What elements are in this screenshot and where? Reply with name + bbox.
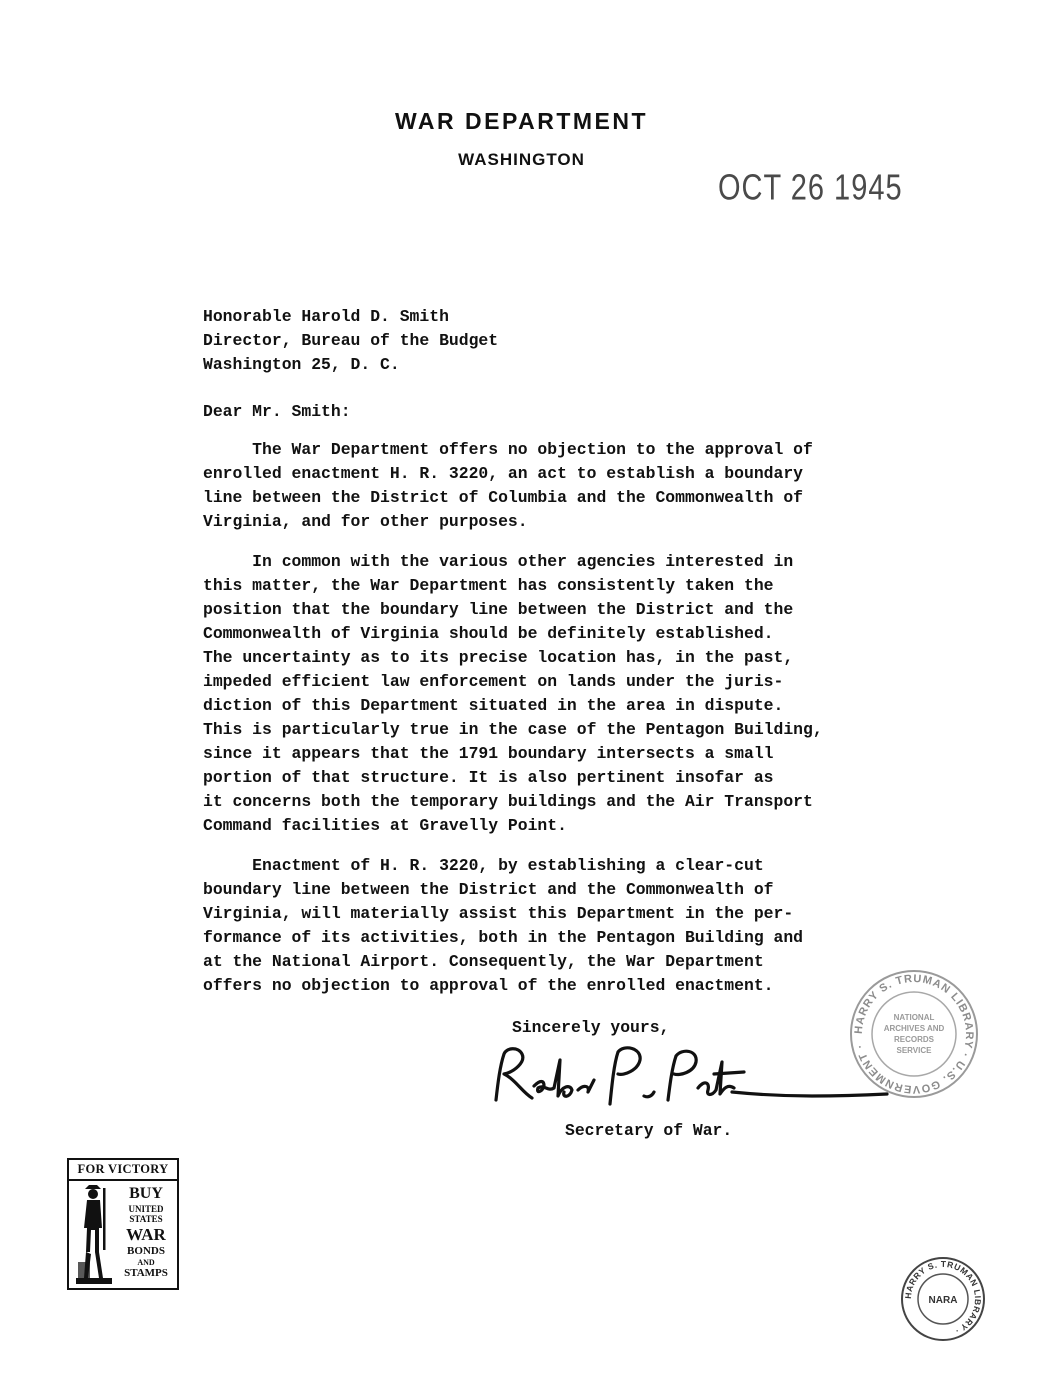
recipient-line: Director, Bureau of the Budget (203, 331, 499, 350)
body-line: it concerns both the temporary buildings and the Air Transport (203, 792, 813, 811)
body-line: Commonwealth of Virginia should be definitely established. (203, 624, 774, 643)
body-line: This is particularly true in the case of the Pentagon Building, (203, 720, 823, 739)
minuteman-icon (73, 1182, 115, 1286)
seal-center-text: RECORDS (893, 1035, 935, 1044)
body-line: Enactment of H. R. 3220, by establishing a clear-cut (203, 856, 764, 875)
letterhead-city: WASHINGTON (458, 150, 585, 169)
body-line: The uncertainty as to its precise location has, in the past, (203, 648, 794, 667)
body-line: formance of its activities, both in the Pentagon Building and (203, 928, 803, 947)
signature-image (482, 1040, 892, 1110)
body-line: Command facilities at Gravelly Point. (203, 816, 567, 835)
body-line: offers no objection to approval of the enrolled enactment. (203, 976, 774, 995)
poster-title: FOR VICTORY (77, 1162, 169, 1176)
poster-word: STATES (129, 1214, 163, 1224)
stamp-center-text: NARA (928, 1295, 958, 1306)
poster-word: AND (137, 1258, 155, 1267)
received-date-stamp: OCT 26 1945 (718, 168, 903, 208)
recipient-line: Washington 25, D. C. (203, 355, 400, 374)
poster-word: WAR (126, 1225, 166, 1244)
poster-divider (69, 1179, 177, 1181)
body-line: at the National Airport. Consequently, the War Department (203, 952, 764, 971)
body-line: In common with the various other agencies interested in (203, 552, 794, 571)
library-stamp-icon (900, 1256, 986, 1342)
stamp-ring-text: HARRY S. TRUMAN LIBRARY · (902, 1258, 984, 1337)
seal-center-text: NATIONAL (893, 1013, 935, 1022)
body-line: enrolled enactment H. R. 3220, an act to establish a boundary (203, 464, 803, 483)
body-line: line between the District of Columbia and the Commonwealth of (203, 488, 803, 507)
body-line: Virginia, and for other purposes. (203, 512, 528, 531)
library-seal-icon (848, 968, 980, 1100)
body-line: boundary line between the District and the Commonwealth of (203, 880, 774, 899)
seal-ring-text: HARRY S. TRUMAN LIBRARY · U.S. GOVERNMENT · (852, 972, 976, 1096)
svg-text:HARRY S. TRUMAN LIBRARY · U.S. (853, 973, 975, 1095)
letterhead-department: WAR DEPARTMENT (394, 108, 649, 134)
body-line: The War Department offers no objection to the approval of (203, 440, 813, 459)
recipient-line: Honorable Harold D. Smith (203, 307, 449, 326)
seal-center-text: ARCHIVES AND (883, 1024, 945, 1033)
signer-title: Secretary of War. (565, 1121, 733, 1140)
poster-word: BONDS (127, 1245, 165, 1257)
poster-word: UNITED (128, 1204, 164, 1214)
war-bonds-poster (67, 1158, 179, 1290)
body-line: diction of this Department situated in the area in dispute. (203, 696, 784, 715)
salutation: Dear Mr. Smith: (203, 402, 351, 421)
body-line: Virginia, will materially assist this Department in the per- (203, 904, 794, 923)
seal-center-text: SERVICE (896, 1046, 932, 1055)
body-line: since it appears that the 1791 boundary intersects a small (203, 744, 774, 763)
body-line: impeded efficient law enforcement on lands under the juris- (203, 672, 784, 691)
body-line: portion of that structure. It is also pertinent insofar as (203, 768, 774, 787)
body-line: position that the boundary line between the District and the (203, 600, 794, 619)
poster-word: STAMPS (124, 1267, 168, 1279)
closing: Sincerely yours, (512, 1018, 670, 1037)
body-line: this matter, the War Department has consistently taken the (203, 576, 774, 595)
poster-word: BUY (129, 1185, 163, 1202)
